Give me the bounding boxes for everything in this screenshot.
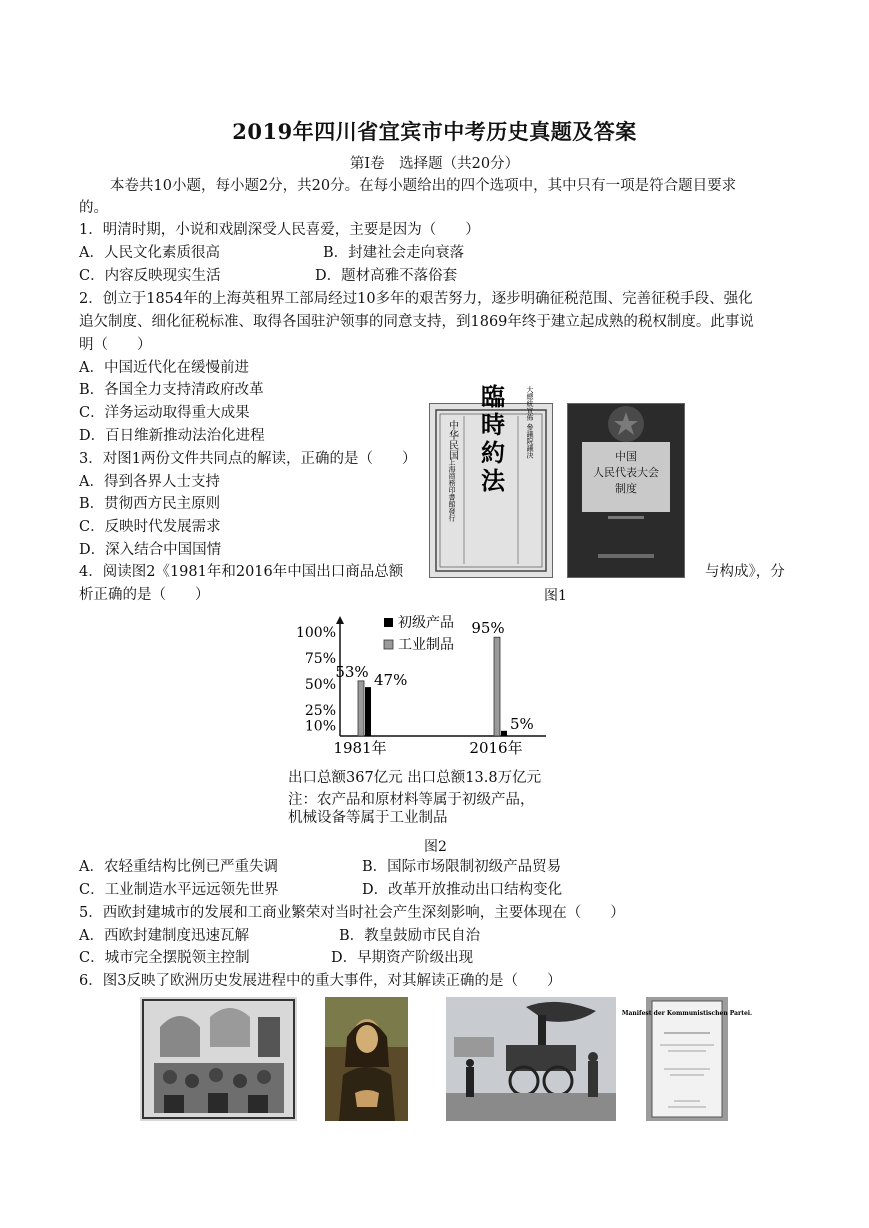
doc1-publisher: 上海商務印書館發行 — [448, 458, 456, 522]
npc-system-book-cover — [567, 403, 685, 578]
doc1-title: 臨時約法 — [476, 384, 506, 496]
figure-2-caption: 图2 — [424, 839, 447, 855]
y-tick-label: 75% — [304, 651, 336, 667]
q5-option-a: A．西欧封建制度迅速瓦解 — [79, 928, 249, 944]
bar-industrial-1 — [494, 637, 500, 736]
doc1-side-right: 大總統宣佈 參議院議決 — [526, 385, 534, 459]
q4-stem-part-2: 与构成》，分 — [705, 564, 785, 580]
chart-note-line-2: 机械设备等属于工业制品 — [288, 810, 448, 826]
q3-option-c: C．反映时代发展需求 — [79, 519, 221, 535]
bar-label-primary-1: 5% — [510, 714, 534, 733]
q5-option-c: C．城市完全摆脱领主控制 — [79, 950, 250, 966]
q5-option-b: B．教皇鼓励市民自治 — [339, 928, 481, 944]
y-tick-label: 100% — [295, 625, 336, 641]
q2-stem-line-2: 追欠制度、细化征税标准、取得各国驻沪领事的同意支持，到1869年终于建立起成熟的税权制度。此事说 — [79, 314, 754, 330]
chart-y-ticks — [296, 625, 336, 735]
chart-x-labels — [333, 739, 522, 757]
q1-option-a: A．人民文化素质很高 — [79, 245, 220, 261]
q4-option-b: B．国际市场限制初级产品贸易 — [362, 859, 562, 875]
steam-locomotive-illustration — [446, 997, 616, 1121]
bar-primary-0 — [365, 687, 371, 736]
q2-option-c: C．洋务运动取得重大成果 — [79, 405, 250, 421]
medieval-university-engraving — [140, 997, 297, 1121]
q3-option-b: B．贯彻西方民主原则 — [79, 496, 221, 512]
q5-option-d: D．早期资产阶级出现 — [331, 950, 474, 966]
q2-option-d: D．百日维新推动法治化进程 — [79, 428, 265, 444]
q5-stem: 5．西欧封建城市的发展和工商业繁荣对当时社会产生深刻影响，主要体现在（ ） — [79, 905, 625, 921]
bar-label-industrial-1: 95% — [471, 619, 505, 638]
provisional-constitution-cover — [429, 384, 553, 578]
legend-label-primary: 初级产品 — [398, 615, 454, 631]
q2-stem-line-1: 2．创立于1854年的上海英租界工部局经过10多年的艰苦努力，逐步明确征税范围、完善征税手段、强化 — [79, 291, 753, 307]
doc1-side-left: 中华民国 — [446, 420, 458, 460]
q3-option-a: A．得到各界人士支持 — [79, 474, 220, 490]
y-tick-label: 10% — [304, 718, 336, 735]
bar-primary-1 — [501, 731, 507, 736]
x-tick-label: 2016年 — [469, 739, 523, 757]
intro-line-1: 本卷共10小题，每小题2分，共20分。在每小题给出的四个选项中，其中只有一项是符合题目要求 — [110, 178, 737, 194]
y-axis-arrow — [336, 616, 344, 624]
legend-swatch-industrial — [384, 640, 393, 649]
q2-stem-line-3: 明（ ） — [79, 337, 152, 353]
chart-totals: 出口总额367亿元 出口总额13.8万亿元 — [288, 770, 542, 786]
y-tick-label: 25% — [304, 703, 336, 719]
q4-stem-line-2: 析正确的是（ ） — [79, 587, 210, 603]
figure-1-caption: 图1 — [544, 588, 567, 604]
mona-lisa-painting — [325, 997, 408, 1121]
q1-option-c: C．内容反映现实生活 — [79, 268, 221, 284]
intro-line-2: 的。 — [79, 200, 108, 216]
bar-label-industrial-0: 53% — [335, 662, 369, 681]
bar-industrial-0 — [358, 681, 364, 736]
x-tick-label: 1981年 — [333, 739, 387, 757]
manifesto-title: Manifest der Kommunistischen Partei. — [621, 1010, 753, 1017]
communist-manifesto-cover — [621, 997, 753, 1121]
q4-option-a: A．农轻重结构比例已严重失调 — [79, 859, 278, 875]
page-title: 2019年四川省宜宾市中考历史真题及答案 — [232, 119, 637, 144]
q1-stem: 1．明清时期，小说和戏剧深受人民喜爱，主要是因为（ ） — [79, 222, 480, 238]
chart-legend — [384, 614, 454, 653]
q1-option-d: D．题材高雅不落俗套 — [315, 268, 458, 284]
q6-stem: 6．图3反映了欧洲历史发展进程中的重大事件，对其解读正确的是（ ） — [79, 973, 562, 989]
q2-option-a: A．中国近代化在缓慢前进 — [79, 360, 249, 376]
bar-label-primary-0: 47% — [374, 671, 408, 690]
doc2-title-line-1: 中国 — [615, 450, 637, 463]
chart-note-line-1: 注：农产品和原材料等属于初级产品， — [288, 792, 535, 808]
q2-option-b: B．各国全力支持清政府改革 — [79, 382, 264, 398]
q4-stem-part-1: 4．阅读图2《1981年和2016年中国出口商品总额 — [79, 564, 404, 580]
section-subtitle: 第Ⅰ卷 选择题（共20分） — [349, 156, 520, 172]
doc2-title-line-2: 人民代表大会 — [593, 466, 659, 479]
y-tick-label: 50% — [304, 677, 336, 693]
q4-option-c: C．工业制造水平远远领先世界 — [79, 882, 279, 898]
q4-option-d: D．改革开放推动出口结构变化 — [362, 882, 563, 898]
legend-label-industrial: 工业制品 — [398, 637, 454, 653]
legend-swatch-primary — [384, 618, 393, 627]
q3-option-d: D．深入结合中国国情 — [79, 542, 222, 558]
doc2-title-line-3: 制度 — [615, 482, 637, 495]
q3-stem: 3．对图1两份文件共同点的解读，正确的是（ ） — [79, 451, 417, 467]
q1-option-b: B．封建社会走向衰落 — [323, 245, 465, 261]
